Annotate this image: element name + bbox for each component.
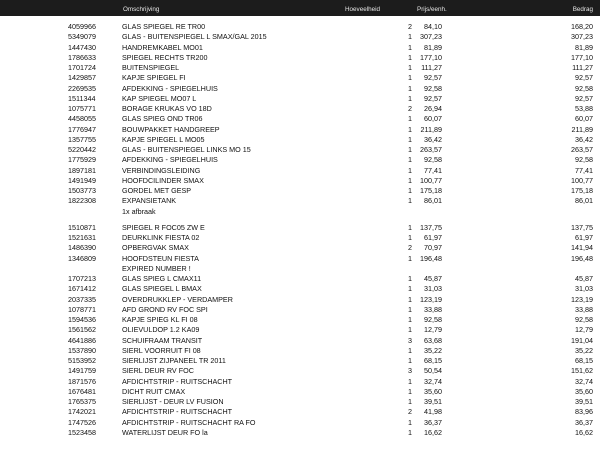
item-quantity: 1 xyxy=(408,196,412,206)
item-amount: 168,20 xyxy=(571,22,593,31)
item-code: 1822308 xyxy=(68,196,96,206)
item-description: OPBERGVAK SMAX xyxy=(122,243,189,253)
item-quantity: 1 xyxy=(408,165,412,175)
item-amount: 36,37 xyxy=(575,417,593,427)
item-quantity: 1 xyxy=(408,274,412,283)
item-unit-price: 196,48 xyxy=(420,253,442,263)
item-code: 1775929 xyxy=(68,155,96,165)
item-description: GORDEL MET GESP xyxy=(122,186,192,195)
item-description: SIERL VOORRUIT FI 08 xyxy=(122,345,201,355)
item-quantity: 1 xyxy=(408,222,412,232)
item-unit-price: 16,62 xyxy=(424,427,442,437)
item-description: KAPJE SPIEGEL L MO05 xyxy=(122,134,205,144)
item-quantity: 1 xyxy=(408,124,412,134)
item-amount: 45,87 xyxy=(575,274,593,283)
item-quantity: 1 xyxy=(408,175,412,185)
item-description: SPIEGEL R FOC05 ZW E xyxy=(122,222,205,232)
item-amount: 263,57 xyxy=(571,145,593,154)
item-code: 1521631 xyxy=(68,233,96,242)
header-quantity: Hoeveelheid xyxy=(345,6,381,13)
item-description: KAPJE SPIEG KL FI 08 xyxy=(122,315,198,324)
item-amount: 111,27 xyxy=(572,63,593,72)
item-amount: 81,89 xyxy=(575,42,593,52)
table-row xyxy=(0,186,600,196)
item-description: BORAGE KRUKAS VO 18D xyxy=(122,104,212,113)
item-quantity: 1 xyxy=(408,345,412,355)
item-quantity: 1 xyxy=(408,63,412,72)
item-amount: 36,42 xyxy=(575,134,593,144)
item-amount: 86,01 xyxy=(575,196,593,206)
item-amount: 211,89 xyxy=(571,124,593,134)
item-unit-price: 39,51 xyxy=(424,397,442,406)
item-description: OLIEVULDOP 1.2 KA09 xyxy=(122,325,200,335)
item-description: SPIEGEL RECHTS TR200 xyxy=(122,52,208,62)
line-note xyxy=(0,207,600,217)
item-description: DEURKLINK FIESTA 02 xyxy=(122,233,200,242)
table-row xyxy=(0,366,600,376)
item-code: 1786633 xyxy=(68,52,96,62)
table-row xyxy=(0,243,600,253)
item-unit-price: 92,58 xyxy=(424,155,442,165)
item-description: OVERDRUKKLEP - VERDAMPER xyxy=(122,294,233,304)
table-row xyxy=(0,346,600,356)
item-code: 5153952 xyxy=(68,356,96,365)
item-quantity: 1 xyxy=(408,294,412,304)
table-row xyxy=(0,418,600,428)
item-code: 1701724 xyxy=(68,63,96,72)
item-amount: 196,48 xyxy=(571,253,593,263)
item-quantity: 2 xyxy=(408,243,412,253)
item-description: KAPJE SPIEGEL FI xyxy=(122,73,186,83)
item-code: 1742021 xyxy=(68,407,96,417)
item-code: 1447430 xyxy=(68,42,96,52)
item-code: 1776947 xyxy=(68,124,96,134)
table-row xyxy=(0,325,600,335)
item-code: 1429857 xyxy=(68,73,96,83)
item-amount: 191,04 xyxy=(571,335,593,345)
item-code: 2037335 xyxy=(68,294,96,304)
item-quantity: 1 xyxy=(408,325,412,335)
item-unit-price: 77,41 xyxy=(424,165,442,175)
item-code: 1503773 xyxy=(68,186,96,195)
item-unit-price: 175,18 xyxy=(420,186,442,195)
item-code: 4458055 xyxy=(68,114,96,124)
item-amount: 92,58 xyxy=(575,315,593,324)
item-quantity: 1 xyxy=(408,186,412,195)
item-quantity: 1 xyxy=(408,417,412,427)
item-description: GLAS SPIEGEL RE TR00 xyxy=(122,22,206,31)
item-code: 2269535 xyxy=(68,83,96,93)
item-code: 1537890 xyxy=(68,345,96,355)
item-quantity: 1 xyxy=(408,284,412,294)
item-quantity: 3 xyxy=(408,366,412,376)
item-quantity: 1 xyxy=(408,134,412,144)
item-unit-price: 31,03 xyxy=(424,284,442,294)
item-unit-price: 111,27 xyxy=(421,63,442,72)
item-description: GLAS SPIEG L CMAX11 xyxy=(122,274,202,283)
item-unit-price: 63,68 xyxy=(424,335,442,345)
note-text: 1x afbraak xyxy=(122,206,156,216)
header-unit-price: Prijs/eenh. xyxy=(417,6,447,13)
item-amount: 92,58 xyxy=(575,155,593,165)
item-unit-price: 36,37 xyxy=(424,417,442,427)
item-code: 1346809 xyxy=(68,253,96,263)
item-code: 1357755 xyxy=(68,134,96,144)
item-quantity: 1 xyxy=(408,304,412,314)
item-quantity: 1 xyxy=(408,376,412,386)
item-quantity: 2 xyxy=(408,407,412,417)
item-unit-price: 307,23 xyxy=(420,32,442,42)
table-row xyxy=(0,43,600,53)
item-quantity: 1 xyxy=(408,73,412,83)
table-row xyxy=(0,233,600,243)
item-unit-price: 84,10 xyxy=(424,22,442,31)
item-code: 1707213 xyxy=(68,274,96,283)
line-items xyxy=(0,22,600,438)
table-row xyxy=(0,114,600,124)
table-row xyxy=(0,377,600,387)
item-amount: 39,51 xyxy=(575,397,593,406)
item-unit-price: 60,07 xyxy=(424,114,442,124)
item-unit-price: 211,89 xyxy=(420,124,442,134)
item-quantity: 1 xyxy=(408,32,412,42)
item-unit-price: 35,22 xyxy=(424,345,442,355)
table-row xyxy=(0,407,600,417)
item-code: 1871576 xyxy=(68,376,96,386)
item-amount: 151,62 xyxy=(571,366,593,376)
item-description: AFDEKKING - SPIEGELHUIS xyxy=(122,83,218,93)
item-quantity: 1 xyxy=(408,397,412,406)
item-unit-price: 36,42 xyxy=(424,134,442,144)
table-row xyxy=(0,125,600,135)
item-unit-price: 100,77 xyxy=(420,175,442,185)
item-unit-price: 92,58 xyxy=(424,315,442,324)
item-unit-price: 137,75 xyxy=(420,222,442,232)
item-description: AFD GROND RV FOC SPI xyxy=(122,304,208,314)
item-code: 1897181 xyxy=(68,165,96,175)
item-amount: 92,58 xyxy=(575,83,593,93)
item-description: HOOFDCILINDER SMAX xyxy=(122,175,204,185)
item-code: 1747526 xyxy=(68,417,96,427)
item-quantity: 1 xyxy=(408,83,412,93)
item-amount: 141,94 xyxy=(571,243,593,253)
item-unit-price: 61,97 xyxy=(424,233,442,242)
item-quantity: 1 xyxy=(408,233,412,242)
header-description: Omschrijving xyxy=(123,6,160,13)
item-unit-price: 32,74 xyxy=(424,376,442,386)
item-code: 1765375 xyxy=(68,397,96,406)
table-row xyxy=(0,223,600,233)
item-quantity: 1 xyxy=(408,427,412,437)
item-code: 1676481 xyxy=(68,386,96,396)
item-amount: 32,74 xyxy=(575,376,593,386)
item-unit-price: 123,19 xyxy=(420,294,442,304)
table-header xyxy=(0,0,600,16)
item-code: 1078771 xyxy=(68,304,96,314)
item-amount: 77,41 xyxy=(575,165,593,175)
item-quantity: 1 xyxy=(408,145,412,154)
item-quantity: 1 xyxy=(408,42,412,52)
item-description: VERBINDINGSLEIDING xyxy=(122,165,201,175)
table-row xyxy=(0,63,600,73)
table-row xyxy=(0,155,600,165)
item-unit-price: 92,57 xyxy=(424,73,442,83)
table-row xyxy=(0,196,600,206)
item-amount: 92,57 xyxy=(575,93,593,103)
item-amount: 60,07 xyxy=(575,114,593,124)
item-unit-price: 92,58 xyxy=(424,83,442,93)
item-code: 1523458 xyxy=(68,427,96,437)
item-quantity: 1 xyxy=(408,114,412,124)
item-code: 4059966 xyxy=(68,22,96,31)
item-description: SIERL DEUR RV FOC xyxy=(122,366,194,376)
item-code: 1561562 xyxy=(68,325,96,335)
table-row xyxy=(0,295,600,305)
item-code: 1075771 xyxy=(68,104,96,113)
item-description: EXPANSIETANK xyxy=(122,196,177,206)
table-row xyxy=(0,397,600,407)
item-unit-price: 12,79 xyxy=(424,325,442,335)
item-description: SIERLIJST ZIJPANEEL TR 2011 xyxy=(122,356,226,365)
table-row xyxy=(0,356,600,366)
table-row xyxy=(0,274,600,284)
item-unit-price: 35,60 xyxy=(424,386,442,396)
table-row xyxy=(0,166,600,176)
item-code: 1671412 xyxy=(68,284,96,294)
item-amount: 33,88 xyxy=(575,304,593,314)
item-amount: 53,88 xyxy=(575,104,593,113)
item-amount: 92,57 xyxy=(575,73,593,83)
table-row xyxy=(0,73,600,83)
item-code: 1491949 xyxy=(68,175,96,185)
item-unit-price: 26,94 xyxy=(424,104,442,113)
table-row xyxy=(0,84,600,94)
table-row xyxy=(0,336,600,346)
item-description: GLAS - BUITENSPIEGEL LINKS MO 15 xyxy=(122,145,251,154)
item-code: 1511344 xyxy=(68,93,96,103)
item-quantity: 1 xyxy=(408,356,412,365)
item-description: AFDEKKING - SPIEGELHUIS xyxy=(122,155,218,165)
header-amount: Bedrag xyxy=(572,6,593,13)
item-code: 1491759 xyxy=(68,366,96,376)
item-amount: 307,23 xyxy=(571,32,593,42)
item-description: WATERLIJST DEUR FO la xyxy=(122,427,208,437)
table-row xyxy=(0,428,600,438)
item-description: AFDICHTSTRIP - RUITSCHACHT RA FO xyxy=(122,417,256,427)
item-amount: 177,10 xyxy=(571,52,593,62)
item-description: KAP SPIEGEL MO07 L xyxy=(122,93,197,103)
item-unit-price: 45,87 xyxy=(424,274,442,283)
item-unit-price: 177,10 xyxy=(420,52,442,62)
item-unit-price: 33,88 xyxy=(424,304,442,314)
item-quantity: 1 xyxy=(408,253,412,263)
item-description: SIERLIJST - DEUR LV FUSION xyxy=(122,397,224,406)
item-quantity: 1 xyxy=(408,155,412,165)
item-description: BUITENSPIEGEL xyxy=(122,63,180,72)
table-row xyxy=(0,22,600,32)
table-row xyxy=(0,315,600,325)
item-description: GLAS - BUITENSPIEGEL L SMAX/GAL 2015 xyxy=(122,32,267,42)
item-description: HOOFDSTEUN FIESTA xyxy=(122,253,199,263)
item-quantity: 2 xyxy=(408,22,412,31)
item-code: 5220442 xyxy=(68,145,96,154)
item-quantity: 1 xyxy=(408,315,412,324)
table-row xyxy=(0,145,600,155)
item-unit-price: 86,01 xyxy=(424,196,442,206)
table-row xyxy=(0,104,600,114)
item-description: AFDICHTSTRIP - RUITSCHACHT xyxy=(122,407,233,417)
item-unit-price: 68,15 xyxy=(424,356,442,365)
item-code: 4641886 xyxy=(68,335,96,345)
item-amount: 123,19 xyxy=(571,294,593,304)
item-code: 1594536 xyxy=(68,315,96,324)
line-note xyxy=(0,264,600,274)
table-row xyxy=(0,94,600,104)
item-unit-price: 81,89 xyxy=(424,42,442,52)
item-code: 5349079 xyxy=(68,32,96,42)
item-quantity: 1 xyxy=(408,52,412,62)
item-description: GLAS SPIEGEL L BMAX xyxy=(122,284,202,294)
item-quantity: 1 xyxy=(408,386,412,396)
item-amount: 83,96 xyxy=(575,407,593,417)
item-amount: 68,15 xyxy=(575,356,593,365)
table-row xyxy=(0,176,600,186)
item-amount: 12,79 xyxy=(575,325,593,335)
table-row xyxy=(0,53,600,63)
item-quantity: 1 xyxy=(408,93,412,103)
item-amount: 137,75 xyxy=(571,222,593,232)
item-amount: 35,60 xyxy=(575,386,593,396)
item-description: HANDREMKABEL MO01 xyxy=(122,42,203,52)
table-row xyxy=(0,135,600,145)
item-description: DICHT RUIT CMAX xyxy=(122,386,186,396)
item-unit-price: 92,57 xyxy=(424,93,442,103)
table-row xyxy=(0,32,600,42)
item-amount: 31,03 xyxy=(575,284,593,294)
item-description: BOUWPAKKET HANDGREEP xyxy=(122,124,220,134)
table-row xyxy=(0,305,600,315)
item-unit-price: 70,97 xyxy=(424,243,442,253)
item-description: GLAS SPIEG OND TR06 xyxy=(122,114,203,124)
item-amount: 35,22 xyxy=(575,345,593,355)
item-unit-price: 263,57 xyxy=(420,145,442,154)
item-unit-price: 50,54 xyxy=(424,366,442,376)
item-amount: 16,62 xyxy=(575,427,593,437)
item-amount: 175,18 xyxy=(571,186,593,195)
item-quantity: 2 xyxy=(408,104,412,113)
item-description: SCHUIFRAAM TRANSIT xyxy=(122,335,203,345)
item-description: AFDICHTSTRIP - RUITSCHACHT xyxy=(122,376,233,386)
item-code: 1510871 xyxy=(68,222,96,232)
item-unit-price: 41,98 xyxy=(424,407,442,417)
item-code: 1486390 xyxy=(68,243,96,253)
item-amount: 100,77 xyxy=(571,175,593,185)
item-amount: 61,97 xyxy=(575,233,593,242)
item-quantity: 3 xyxy=(408,335,412,345)
table-row xyxy=(0,254,600,264)
table-row xyxy=(0,387,600,397)
note-text: EXPIRED NUMBER ! xyxy=(122,263,191,273)
table-row xyxy=(0,284,600,294)
